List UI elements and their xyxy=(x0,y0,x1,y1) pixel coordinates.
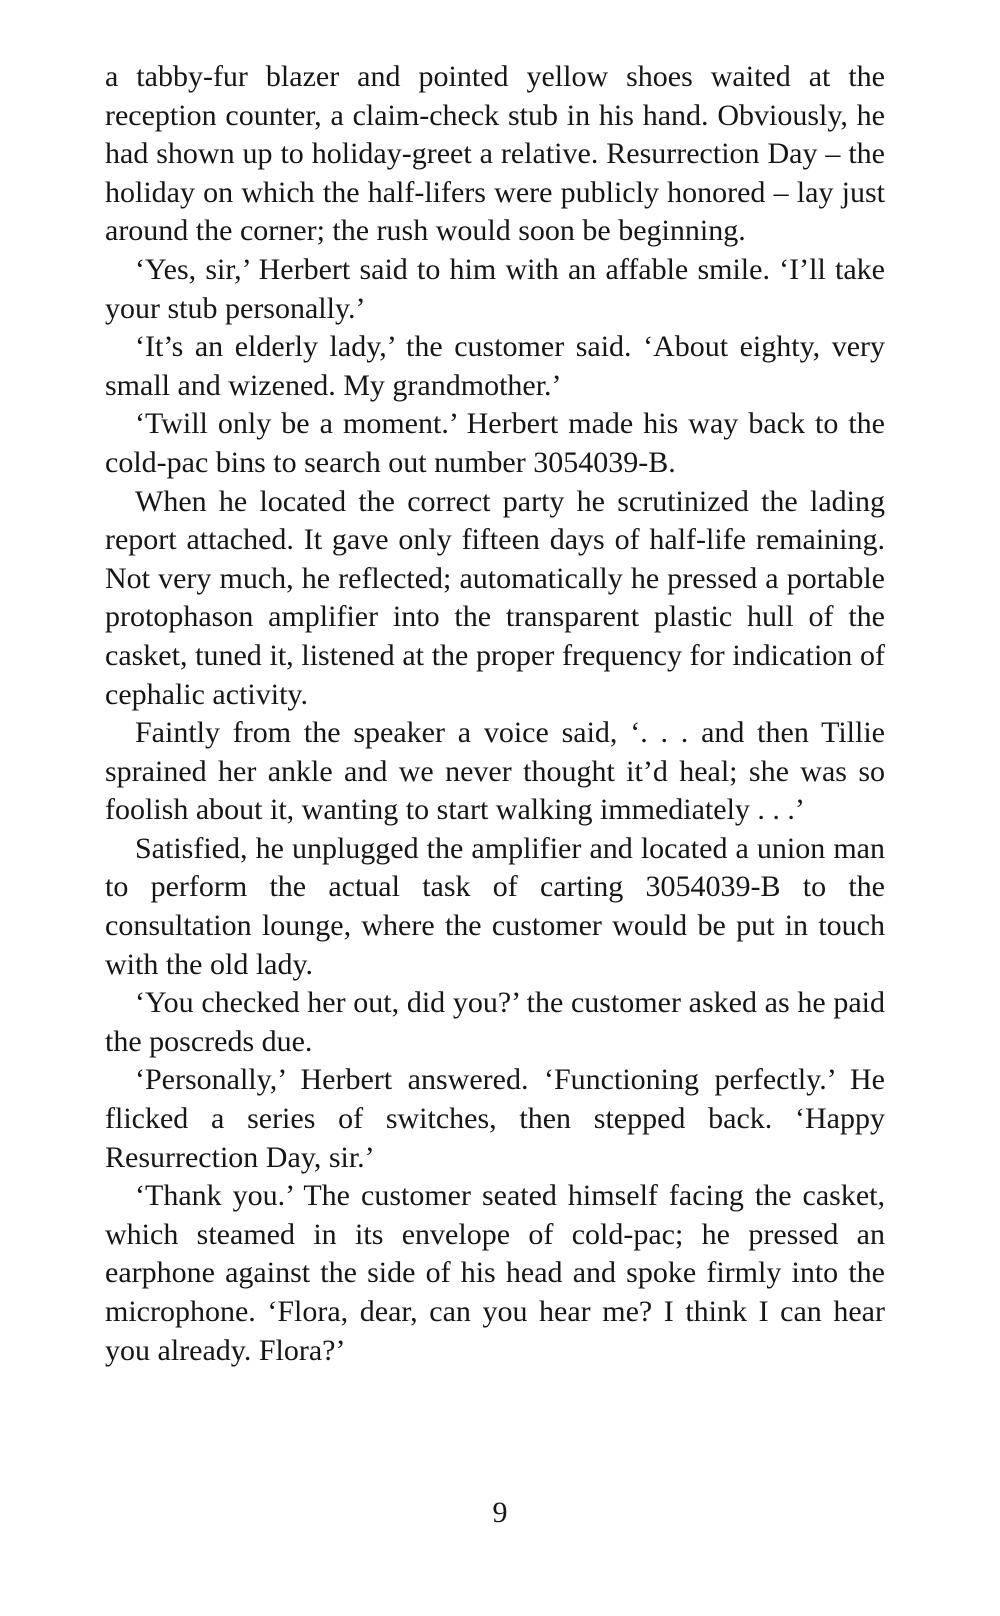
paragraph: ‘Yes, sir,’ Herbert said to him with an affable smile. ‘I’ll take your stub personally.’ xyxy=(105,252,885,325)
paragraph: Satisfied, he unplugged the amplifier and located a union man to perform the actual task of carting 3054039-B to the consultation lounge, where the customer would be put in touch with the old lady. xyxy=(105,831,885,981)
paragraph: ‘Twill only be a moment.’ Herbert made his way back to the cold-pac bins to search out number 3054039-B. xyxy=(105,407,885,479)
paragraph: ‘Thank you.’ The customer seated himself facing the casket, which steamed in its envelope of cold-pac; he pressed an earphone against the side of his head and spoke firmly into the microphone. ‘Flora, dear, can you hear me? I think I can hear you already. Flora?’ xyxy=(105,1179,885,1367)
paragraph: ‘You checked her out, did you?’ the customer asked as he paid the poscreds due. xyxy=(105,986,885,1058)
paragraph: Faintly from the speaker a voice said, ‘. . . and then Tillie sprained her ankle and we never thought it’d heal; she was so foolish about it, wanting to start walking immediately . . .’ xyxy=(105,716,885,827)
page-number: 9 xyxy=(492,1496,508,1529)
body-text xyxy=(105,58,885,1370)
paragraph: When he located the correct party he scrutinized the lading report attached. It gave only fifteen days of half-life remaining. Not very much, he reflected; automatically he pressed a portable protophason amplifier into the transparent plastic hull of the casket, tuned it, listened at the proper frequency for indication of cephalic activity. xyxy=(105,484,885,711)
paragraph: ‘It’s an elderly lady,’ the customer said. ‘About eighty, very small and wizened. My grandmother.’ xyxy=(105,330,885,402)
paragraph: a tabby-fur blazer and pointed yellow shoes waited at the reception counter, a claim-check stub in his hand. Obviously, he had shown up to holiday-greet a relative. Resurrection Day – the holiday on which the half-lifers were publicly honored – lay just around the corner; the rush would soon be beginning. xyxy=(105,60,885,248)
paragraph: ‘Personally,’ Herbert answered. ‘Functioning perfectly.’ He flicked a series of switches, then stepped back. ‘Happy Resurrection Day, sir.’ xyxy=(105,1063,885,1174)
